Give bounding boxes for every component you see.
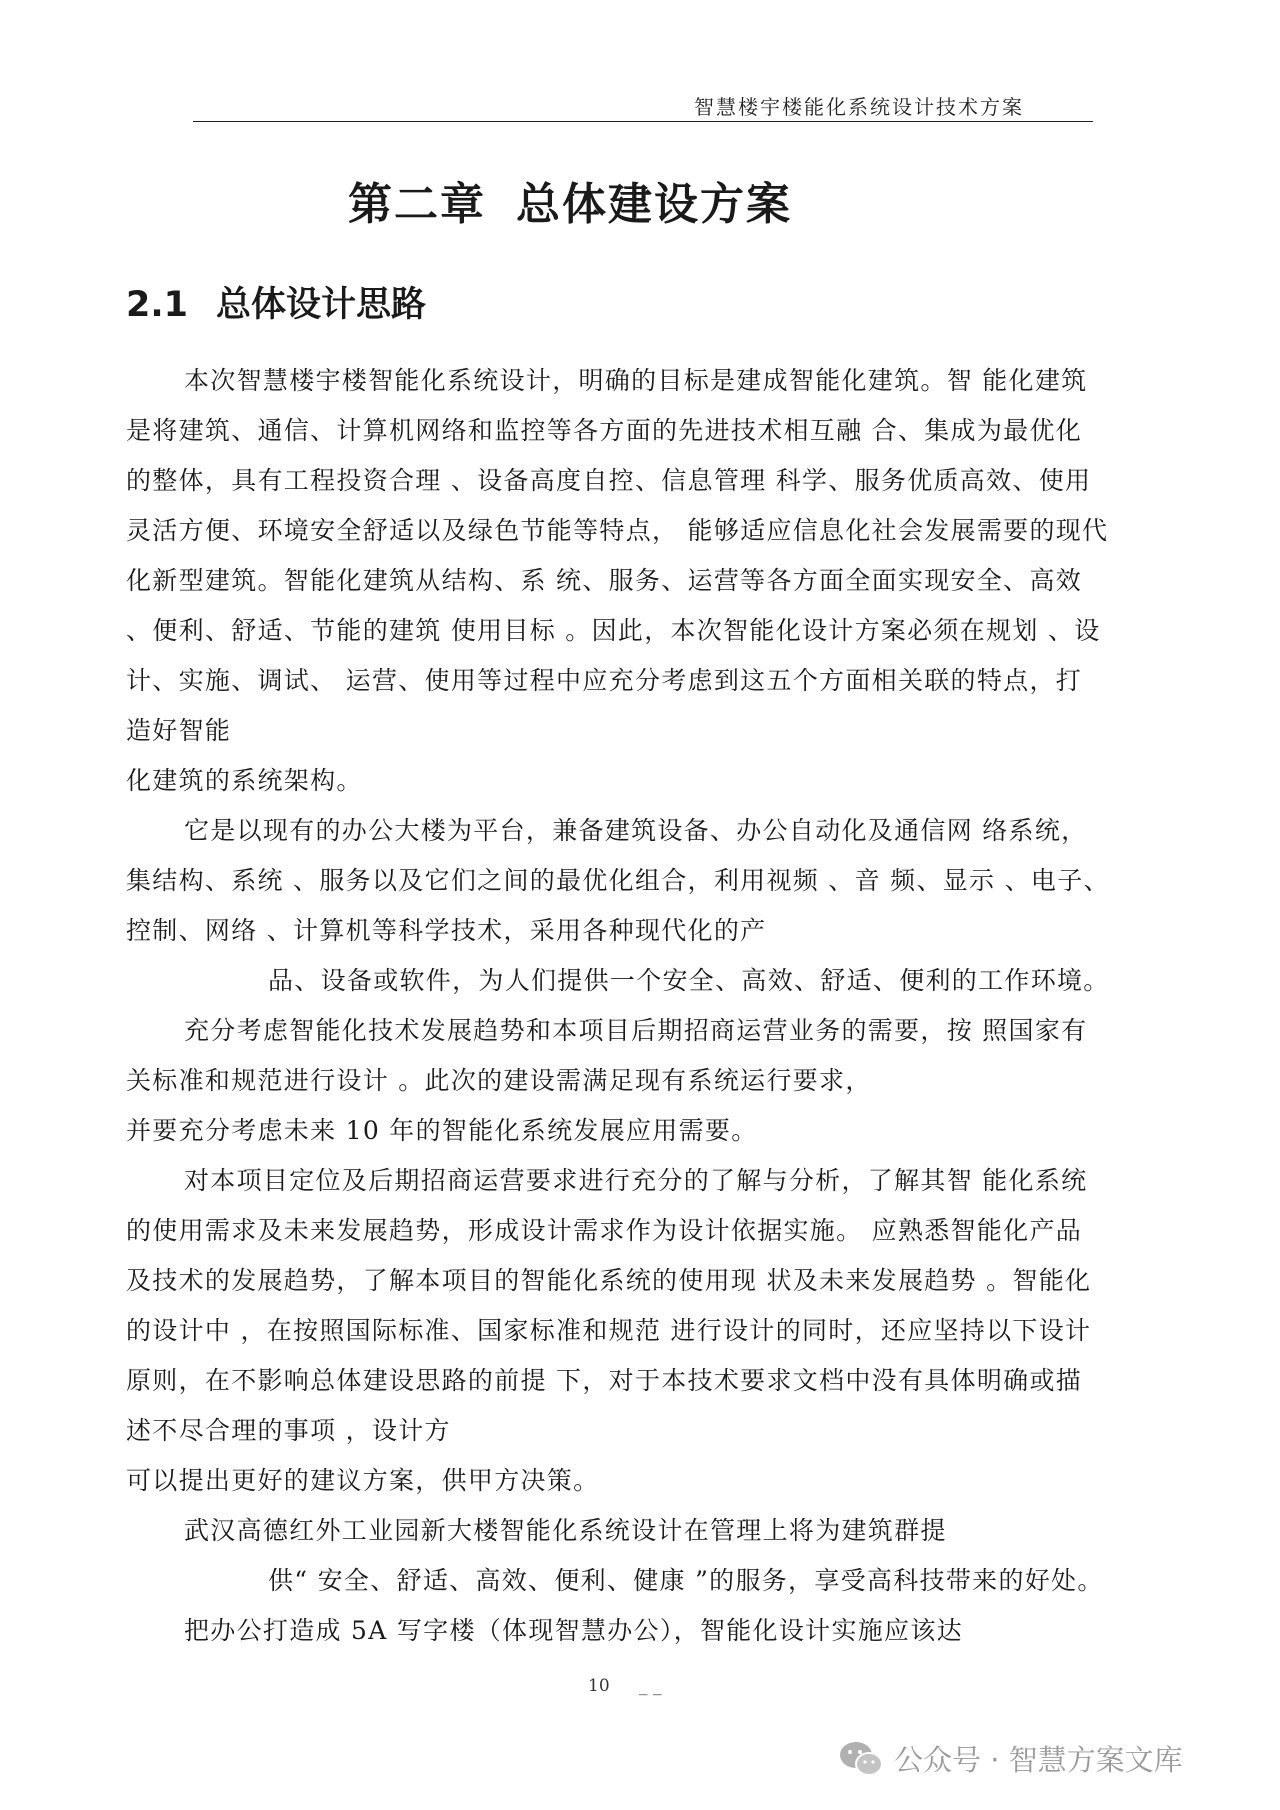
watermark-text: 公众号 · 智慧方案文库: [894, 1743, 1183, 1777]
body-line: 把办公打造成 5A 写字楼（体现智慧办公），智能化设计实施应该达: [184, 1616, 963, 1645]
section-name: 总体设计思路: [216, 285, 427, 325]
body-line: 的使用需求及未来发展趋势，形成设计需求作为设计依据实施。 应熟悉智能化产品: [126, 1216, 1083, 1245]
body-line: 述不尽合理的事项 ，设计方: [126, 1416, 451, 1445]
chapter-title: [0, 168, 1140, 232]
body-line: 化新型建筑。智能化建筑从结构、系 统、服务、运营等各方面全面实现安全、高效: [126, 566, 1083, 595]
page-number: [588, 1676, 661, 1696]
page-marks: _ _: [639, 1676, 662, 1696]
body-line: 可以提出更好的建议方案，供甲方决策。: [126, 1466, 600, 1495]
chapter-name: 总体建设方案: [516, 179, 792, 230]
body-line: 、便利、舒适、节能的建筑 使用目标 。因此，本次智能化设计方案必须在规划 、设: [126, 616, 1101, 645]
body-line: 关标准和规范进行设计 。此次的建设需满足现有系统运行要求，: [126, 1066, 872, 1095]
body-line: 原则，在不影响总体建设思路的前提 下，对于本技术要求文档中没有具体明确或描: [126, 1366, 1083, 1395]
body-line: 供“ 安全、舒适、高效、便利、健康 ”的服务，享受高科技带来的好处。: [268, 1566, 1104, 1595]
body-line: 控制、网络 、计算机等科学技术，采用各种现代化的产: [126, 916, 767, 945]
body-line: 化建筑的系统架构。: [126, 766, 363, 795]
body-line: 武汉高德红外工业园新大楼智能化系统设计在管理上将为建筑群提: [184, 1516, 947, 1545]
wechat-icon: [838, 1740, 884, 1778]
header-divider: [193, 121, 1093, 122]
body-line: 集结构、系统 、服务以及它们之间的最优化组合，利用视频 、音 频、显示 、电子、: [126, 866, 1110, 895]
body-line: 及技术的发展趋势，了解本项目的智能化系统的使用现 状及未来发展趋势 。智能化: [126, 1266, 1092, 1295]
body-line: 是将建筑、通信、计算机网络和监控等各方面的先进技术相互融 合、集成为最优化: [126, 416, 1083, 445]
body-line: 本次智慧楼宇楼智能化系统设计，明确的目标是建成智能化建筑。智 能化建筑: [184, 366, 1088, 395]
body-line: 计、实施、调试、 运营、使用等过程中应充分考虑到这五个方面相关联的特点，打: [126, 666, 1083, 695]
body-line: 品、设备或软件，为人们提供一个安全、高效、舒适、便利的工作环境。: [268, 966, 1110, 995]
body-line: 并要充分考虑未来 10 年的智能化系统发展应用需要。: [126, 1116, 758, 1145]
body-line: 对本项目定位及后期招商运营要求进行充分的了解与分析，了解其智 能化系统: [184, 1166, 1088, 1195]
section-heading: [126, 277, 426, 327]
body-line: 造好智能: [126, 716, 232, 745]
watermark: [838, 1738, 1183, 1779]
body-line: 的设计中 ，在按照国际标准、国家标准和规范 进行设计的同时，还应坚持以下设计: [126, 1316, 1092, 1345]
page-header-title: 智慧楼宇楼能化系统设计技术方案: [694, 95, 1024, 119]
body-line: 充分考虑智能化技术发展趋势和本项目后期招商运营业务的需要，按 照国家有: [184, 1016, 1088, 1045]
body-line: 的整体，具有工程投资合理 、设备高度自控、信息管理 科学、服务优质高效、使用: [126, 466, 1092, 495]
section-number: 2.1: [126, 285, 189, 325]
page-number-value: 10: [588, 1676, 610, 1696]
chapter-number: 第二章: [348, 179, 486, 230]
body-line: 灵活方便、环境安全舒适以及绿色节能等特点， 能够适应信息化社会发展需要的现代: [126, 516, 1109, 545]
body-line: 它是以现有的办公大楼为平台，兼备建筑设备、办公自动化及通信网 络系统，: [184, 816, 1088, 845]
